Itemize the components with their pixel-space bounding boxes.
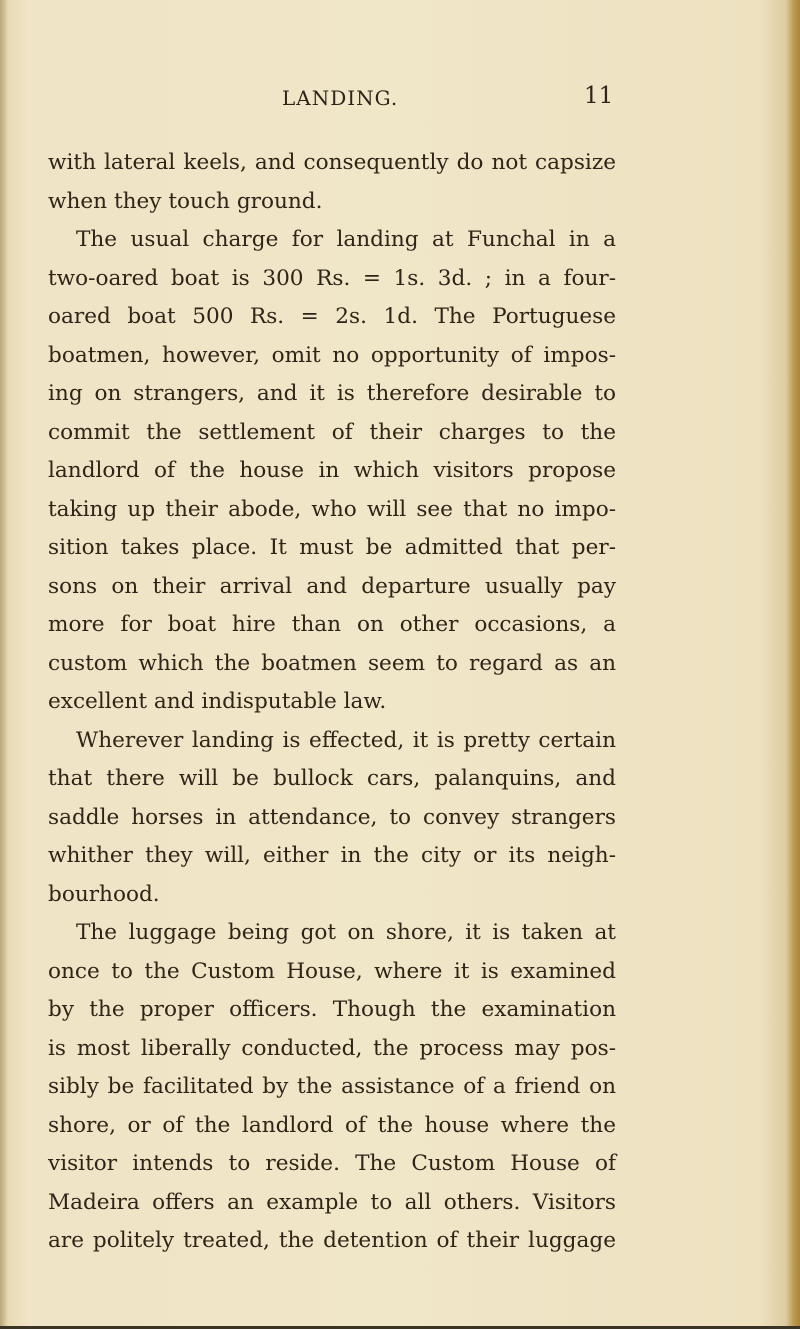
body-text xyxy=(48,144,616,1261)
text-line: commit the settlement of their charges to the xyxy=(48,419,616,445)
text-line: boatmen, however, omit no opportunity of impos- xyxy=(48,342,616,368)
text-line: two-oared boat is 300 Rs. = 1s. 3d. ; in a four- xyxy=(48,265,616,291)
running-head xyxy=(0,83,800,116)
text-line: saddle horses in attendance, to convey strangers xyxy=(48,804,616,830)
text-line: sibly be facilitated by the assistance of a friend on xyxy=(48,1074,616,1099)
page-number: 11 xyxy=(584,83,614,109)
text-line: landlord of the house in which visitors propose xyxy=(48,458,616,483)
text-line: visitor intends to reside. The Custom House of xyxy=(48,1151,616,1176)
gutter-shadow xyxy=(0,0,8,1329)
text-line: bourhood. xyxy=(48,881,160,907)
text-line: ing on strangers, and it is therefore desirable to xyxy=(48,381,616,406)
text-line: Wherever landing is effected, it is pretty certain xyxy=(76,727,616,753)
text-line: The luggage being got on shore, it is taken at xyxy=(76,920,616,945)
text-line: custom which the boatmen seem to regard as an xyxy=(48,650,616,676)
text-line: when they touch ground. xyxy=(48,188,323,214)
text-line: excellent and indisputable law. xyxy=(48,689,387,714)
text-line: once to the Custom House, where it is examined xyxy=(48,958,616,984)
text-line: with lateral keels, and consequently do not capsize xyxy=(48,150,616,175)
text-line: more for boat hire than on other occasions, a xyxy=(48,612,616,637)
text-line: sons on their arrival and departure usually pay xyxy=(48,573,616,599)
text-line: taking up their abode, who will see that no impo- xyxy=(48,496,616,522)
text-line: are politely treated, the detention of their luggage xyxy=(48,1228,616,1253)
text-line: Madeira offers an example to all others. Visitors xyxy=(48,1189,616,1215)
text-line: is most liberally conducted, the process may pos- xyxy=(48,1035,616,1061)
page-edge xyxy=(786,0,800,1329)
text-line: that there will be bullock cars, palanquins, and xyxy=(48,766,616,791)
text-line: whither they will, either in the city or its neigh- xyxy=(48,843,616,868)
text-line: oared boat 500 Rs. = 2s. 1d. The Portuguese xyxy=(48,304,616,329)
text-line: shore, or of the landlord of the house where the xyxy=(48,1112,616,1138)
text-line: sition takes place. It must be admitted that per- xyxy=(48,535,616,560)
text-line: The usual charge for landing at Funchal in a xyxy=(76,227,616,252)
text-line: by the proper officers. Though the examination xyxy=(48,997,616,1022)
running-head-title: LANDING. xyxy=(282,86,399,110)
